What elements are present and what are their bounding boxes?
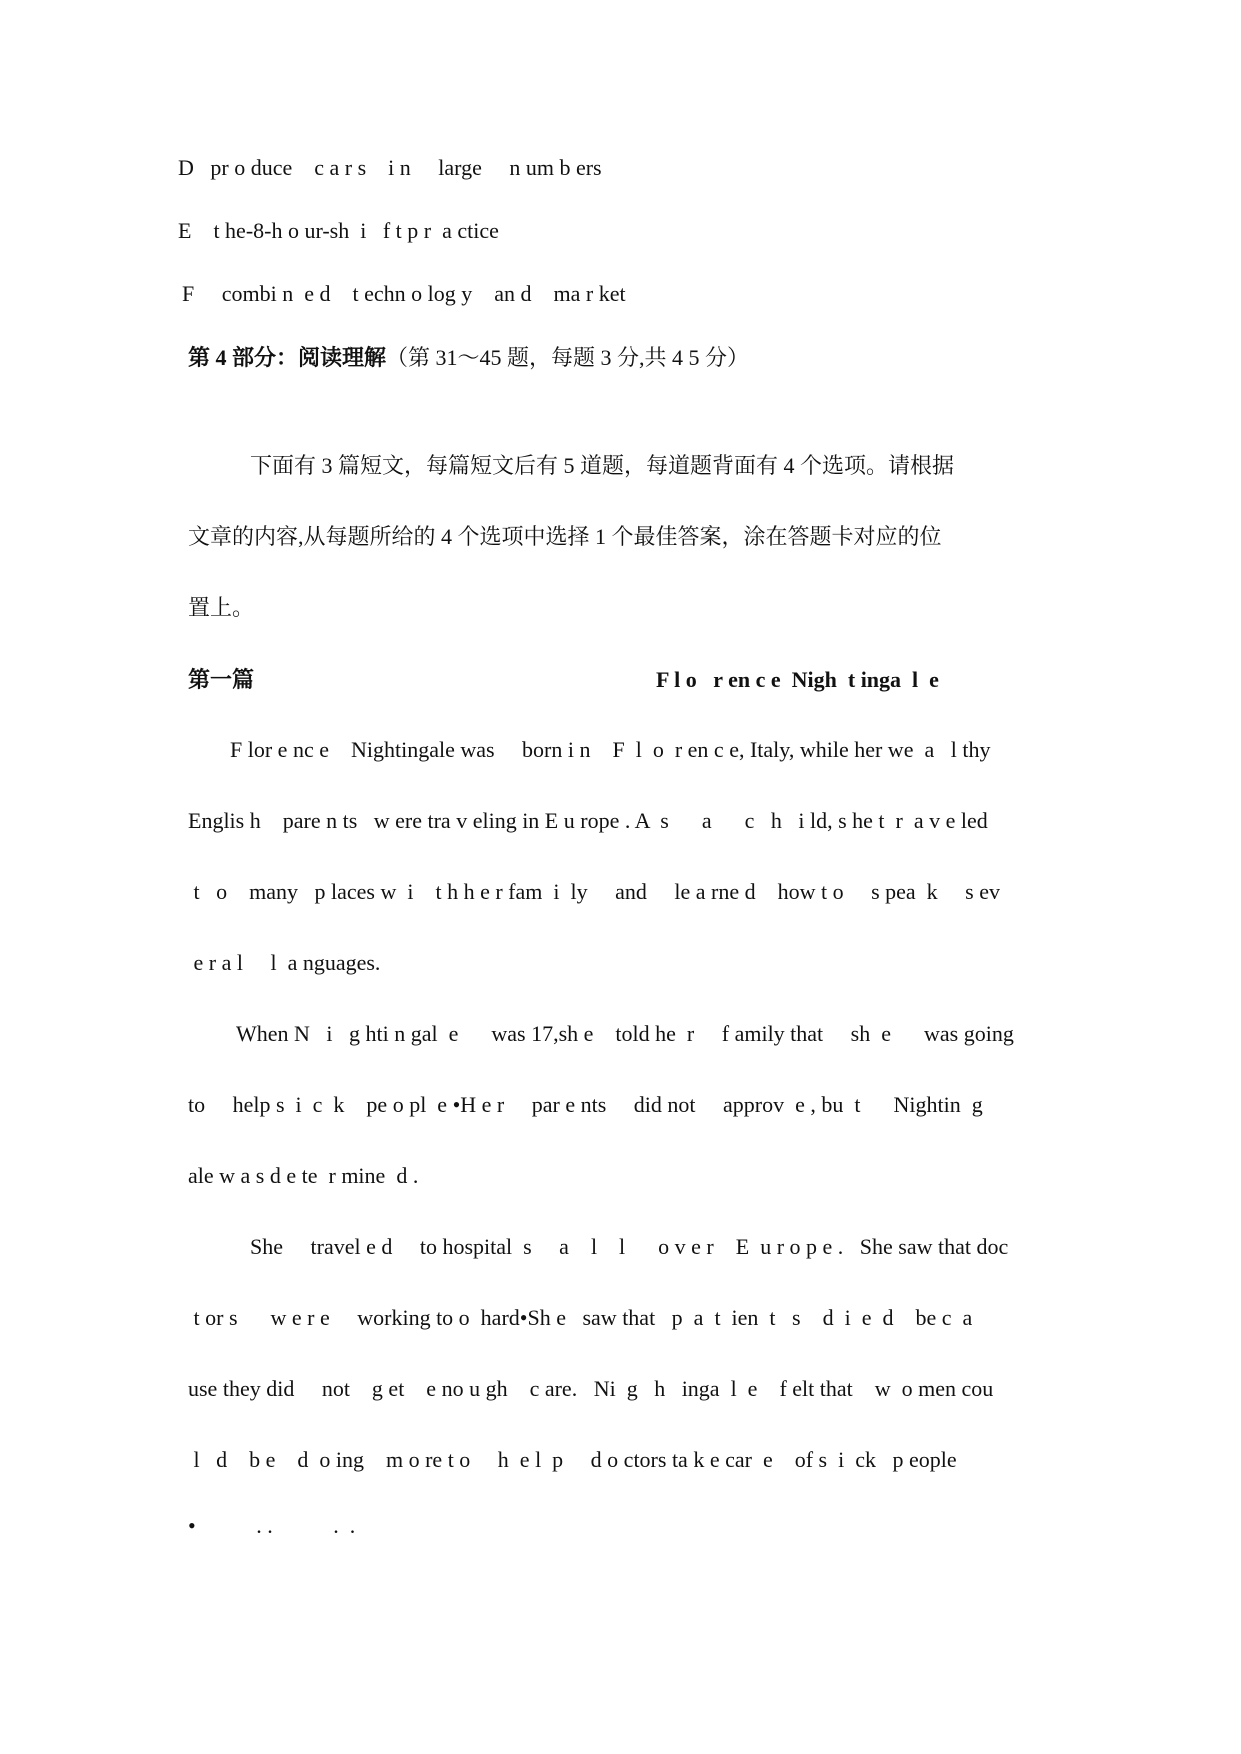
instruction-line-3: 置上。 [188,595,255,620]
section-title: 第 4 部分：阅读理解 [188,345,387,370]
passage-line: When N i g hti n gal e was 17,sh e told he r f amily that sh e was going [236,1021,1014,1046]
passage-line: e r a l l a nguages. [188,950,381,975]
passage-line: F lor e nc e Nightingale was born i n F l o r en c e, Italy, while her we a l thy [230,737,991,762]
passage-line: to help s i c k pe o pl e •H e r par e nts did not approv e , bu t Nightin g [188,1092,983,1117]
passage-heading [188,666,1088,694]
passage-line: t or s w e r e working to o hard•Sh e saw that p a t ien t s d i e d be c a [188,1305,973,1330]
passage-line: use they did not g et e no u gh c are. Ni g h inga l e f elt that w o men cou [188,1376,994,1401]
instruction-line-2: 文章的内容,从每题所给的 4 个选项中选择 1 个最佳答案，涂在答题卡对应的位 [188,524,942,549]
passage-line: Englis h pare n ts w ere tra v eling in E u rope . A s a c h i ld, s he t r a v e led [188,808,988,833]
passage-line: • . . . . [188,1513,356,1538]
instruction-line-1: 下面有 3 篇短文，每篇短文后有 5 道题，每道题背面有 4 个选项。请根据 [250,453,955,478]
passage-line: ale w a s d e te r mine d . [188,1163,419,1188]
option-d: D pr o duce c a r s i n large n um b ers [178,155,602,180]
passage-line: t o many p laces w i t h h e r fam i ly and le a rne d how t o s pea k s ev [188,879,1001,904]
passage-title: F l o r en c e Nigh t inga l e [656,667,939,692]
passage-line: She travel e d to hospital s a l l o v e r E u r o p e . She saw that doc [250,1234,1009,1259]
option-e: E t he-8-h o ur-sh i f t p r a ctice [178,218,499,243]
passage-line: l d b e d o ing m o re t o h e l p d o ctors ta k e car e of s i ck p eople [188,1447,957,1472]
section-heading [188,344,749,372]
section-score-note: （第 31～45 题，每题 3 分,共 4 5 分） [386,345,750,370]
passage-label: 第一篇 [188,667,255,692]
option-f: F combi n e d t echn o log y an d ma r ket [182,281,626,306]
